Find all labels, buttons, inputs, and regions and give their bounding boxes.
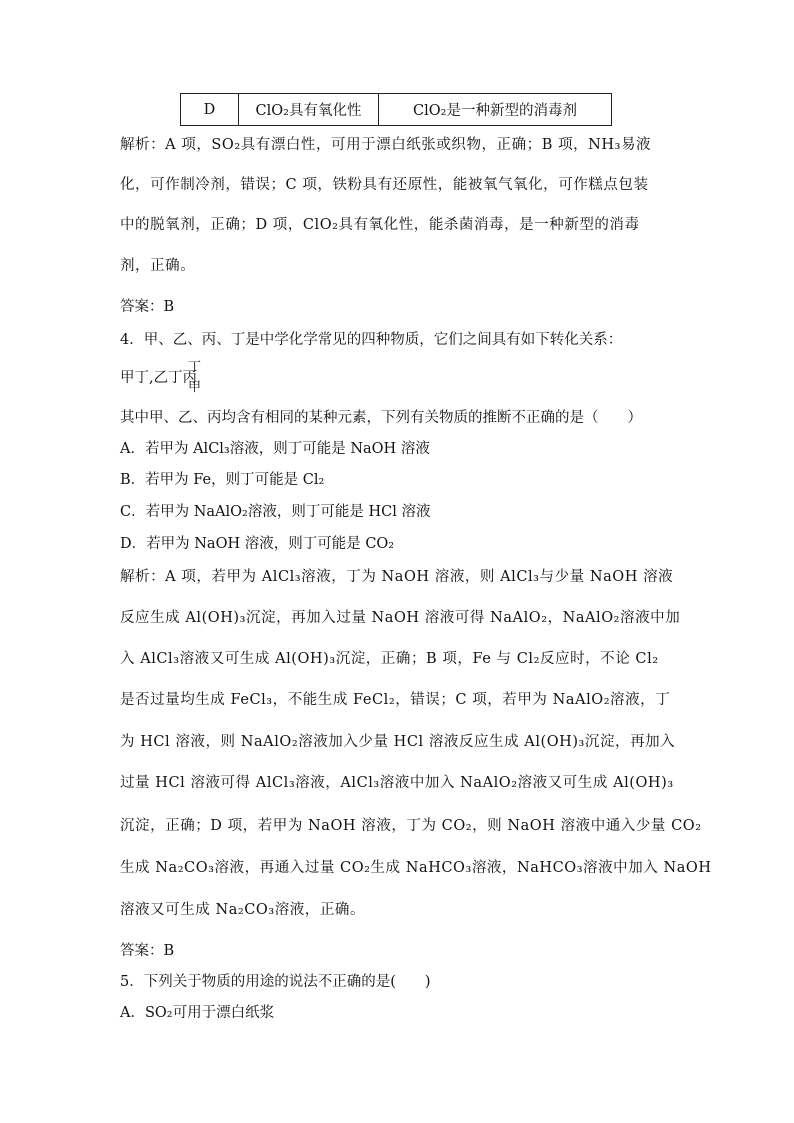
q3-answer: 答案：B — [120, 299, 175, 315]
q4-option-a: A．若甲为 AlCl₃溶液，则丁可能是 NaOH 溶液 — [120, 441, 430, 457]
q4-reaction-scheme — [120, 360, 202, 395]
reaction-main: 甲丁,乙丁丙 — [120, 370, 198, 386]
q4-analysis-line-3: 入 AlCl₃溶液又可生成 Al(OH)₃沉淀，正确；B 项，Fe 与 Cl₂反应时，不论 Cl₂ — [120, 651, 659, 667]
q5-stem: 5．下列关于物质的用途的说法不正确的是( ) — [120, 974, 431, 990]
q4-analysis-line-2: 反应生成 Al(OH)₃沉淀，再加入过量 NaOH 溶液可得 NaAlO₂，NaAlO₂溶液中加 — [120, 610, 681, 626]
q4-analysis-line-1: 解析：A 项，若甲为 AlCl₃溶液，丁为 NaOH 溶液，则 AlCl₃与少量 NaOH 溶液 — [120, 569, 674, 585]
q4-answer: 答案：B — [120, 943, 175, 959]
q4-analysis-line-7: 沉淀，正确；D 项，若甲为 NaOH 溶液，丁为 CO₂，则 NaOH 溶液中通入少量 CO₂ — [120, 818, 702, 834]
table-cell-property: ClO₂具有氧化性 — [239, 94, 379, 125]
table-cell-option: D — [181, 94, 239, 125]
q3-analysis-line-2: 化，可作制冷剂，错误；C 项，铁粉具有还原性，能被氧气氧化，可作糕点包装 — [120, 177, 649, 193]
q4-analysis-line-8: 生成 Na₂CO₃溶液，再通入过量 CO₂生成 NaHCO₃溶液，NaHCO₃溶液中加入 NaOH — [120, 860, 712, 876]
q3-analysis-line-4: 剂，正确。 — [120, 258, 196, 274]
q3-analysis-line-3: 中的脱氧剂，正确；D 项，ClO₂具有氧化性，能杀菌消毒，是一种新型的消毒 — [120, 217, 640, 233]
option-table-row-d — [180, 93, 612, 126]
reaction-below-label: 甲 — [188, 380, 202, 395]
q4-option-c: C．若甲为 NaAlO₂溶液，则丁可能是 HCl 溶液 — [120, 504, 431, 520]
table-cell-use: ClO₂是一种新型的消毒剂 — [413, 103, 577, 119]
q4-option-d: D．若甲为 NaOH 溶液，则丁可能是 CO₂ — [120, 536, 395, 552]
q4-stem: 4．甲、乙、丙、丁是中学化学常见的四种物质，它们之间具有如下转化关系： — [120, 332, 623, 348]
q4-analysis-line-9: 溶液又可生成 Na₂CO₃溶液，正确。 — [120, 902, 365, 918]
q4-option-b: B．若甲为 Fe，则丁可能是 Cl₂ — [120, 472, 325, 488]
q5-option-a: A．SO₂可用于漂白纸浆 — [120, 1005, 275, 1021]
reaction-above-label: 丁 — [188, 360, 202, 375]
q4-analysis-line-6: 过量 HCl 溶液可得 AlCl₃溶液，AlCl₃溶液中加入 NaAlO₂溶液又可生成 Al(OH)₃ — [120, 775, 674, 791]
q4-analysis-line-5: 为 HCl 溶液，则 NaAlO₂溶液加入少量 HCl 溶液反应生成 Al(OH)₃沉淀，再加入 — [120, 734, 676, 750]
q4-analysis-line-4: 是否过量均生成 FeCl₃，不能生成 FeCl₂，错误；C 项，若甲为 NaAlO₂溶液，丁 — [120, 692, 671, 708]
q3-analysis-line-1: 解析：A 项，SO₂具有漂白性，可用于漂白纸张或织物，正确；B 项，NH₃易液 — [120, 137, 652, 153]
q4-condition: 其中甲、乙、丙均含有相同的某种元素，下列有关物质的推断不正确的是（ ） — [120, 410, 642, 426]
